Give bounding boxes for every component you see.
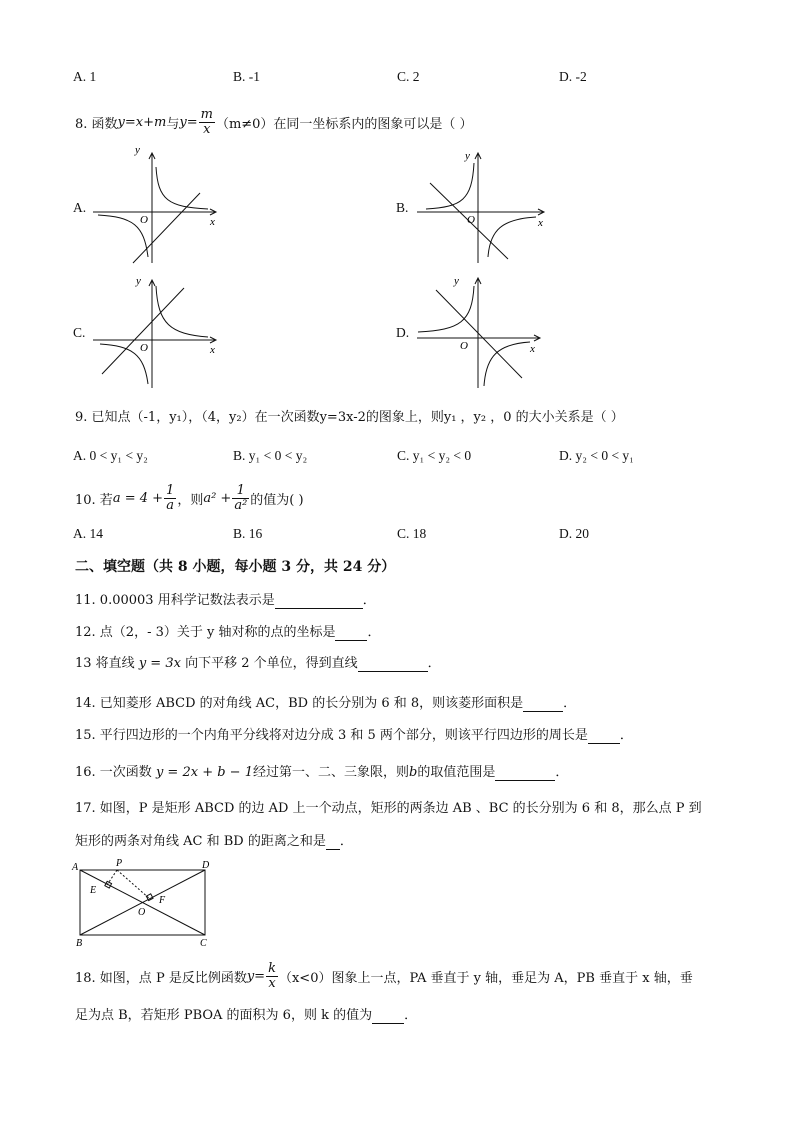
q17-line2-text: 矩形的两条对角线 AC 和 BD 的距离之和是 — [75, 834, 326, 849]
q8-frac-num: m — [200, 106, 213, 122]
hyperbola-branch-2 — [484, 342, 530, 386]
q13-expr: y = 3x — [138, 656, 181, 671]
q13-tail: 向下平移 2 个单位，得到直线 — [185, 656, 358, 671]
q9-stem: 9. 已知点（-1，y₁），（4，y₂）在一次函数y=3x-2的图象上，则y₁ ，y₂ ，0 的大小关系是（ ） — [75, 410, 624, 425]
q8-graph-d — [412, 272, 552, 390]
q11-answer-blank[interactable] — [275, 593, 363, 609]
q10-a2: a² + — [203, 490, 232, 506]
q18-answer-blank[interactable] — [372, 1008, 404, 1024]
q7-option-d: D. -2 — [559, 69, 587, 84]
q8-graph-a — [88, 145, 228, 265]
q8-frac-den: x — [203, 121, 211, 137]
x-label: x — [530, 343, 535, 355]
q17-figure-rectangle — [70, 857, 220, 949]
origin-label: O — [140, 342, 148, 354]
q8-fraction — [199, 108, 215, 136]
q9-option-b: B. y₁ < 0 < y₂ — [233, 448, 308, 463]
q11-end: ． — [362, 593, 376, 608]
q8-graph-b — [412, 145, 552, 265]
q17-line2 — [75, 830, 353, 850]
y-label: y — [454, 275, 459, 287]
y-label: y — [136, 275, 141, 287]
q10-fraction-1 — [164, 484, 176, 512]
q18-lead: 18. 如图，点 P 是反比例函数 — [75, 970, 247, 986]
q7-option-b: B. -1 — [233, 69, 260, 84]
q12-end: ． — [367, 625, 381, 640]
hyperbola-branch-1 — [156, 167, 208, 209]
x-label: x — [210, 216, 215, 228]
q16-lead: 16. 一次函数 — [75, 765, 152, 780]
q8-label-c: C. — [73, 325, 86, 340]
q8-label-a: A. — [73, 200, 87, 215]
fig-label-a: A — [72, 862, 79, 873]
q18-yeq: y= — [246, 968, 266, 984]
q14-answer-blank[interactable] — [523, 696, 563, 712]
q16 — [75, 761, 568, 781]
q8-yeq: y= — [179, 114, 198, 130]
hyperbola-branch-1 — [156, 286, 208, 337]
hyperbola-branch-2 — [488, 217, 536, 257]
q13-answer-blank[interactable] — [358, 656, 428, 672]
q18-line1 — [75, 958, 693, 994]
q13 — [75, 652, 441, 672]
origin-label: O — [467, 214, 475, 226]
q10-mid: ，则 — [177, 492, 204, 508]
q14-text: 14. 已知菱形 ABCD 的对角线 AC，BD 的长分别为 6 和 8，则该菱形面积是 — [75, 696, 524, 711]
fig-label-o: O — [138, 907, 146, 918]
q7-option-c: C. 2 — [397, 69, 420, 84]
q8-graph-c — [88, 272, 228, 390]
q16-answer-blank[interactable] — [495, 765, 555, 781]
fig-label-c: C — [200, 938, 207, 949]
fig-label-b: B — [76, 938, 83, 949]
q8-lead: 8. 函数 — [75, 116, 118, 132]
q15-end: ． — [619, 728, 633, 743]
origin-label: O — [140, 214, 148, 226]
q16-expr: y = 2x + b − 1 — [155, 765, 253, 780]
q13-lead: 13 将直线 — [75, 656, 135, 671]
q10-frac2-den: a² — [234, 497, 248, 513]
q10-lead: 10. 若 — [75, 492, 113, 508]
q15-answer-blank[interactable] — [588, 728, 620, 744]
q12-text: 12. 点（2，- 3）关于 y 轴对称的点的坐标是 — [75, 625, 336, 640]
section-heading-fill-in: 二、填空题（共 8 小题，每小题 3 分，共 24 分） — [75, 559, 396, 575]
q14-end: ． — [563, 696, 577, 711]
q16-end: ． — [555, 765, 569, 780]
q10-option-b: B. 16 — [233, 526, 263, 541]
q8-label-d: D. — [396, 325, 410, 340]
y-label: y — [135, 145, 140, 156]
perpendicular-pf — [117, 870, 150, 899]
hyperbola-branch-1 — [418, 286, 474, 332]
q8-cond: （m≠0）在同一坐标系内的图象可以是（ ） — [215, 116, 473, 132]
q18-frac-den: x — [268, 975, 276, 991]
q17-end: ． — [339, 834, 353, 849]
q15-text: 15. 平行四边形的一个内角平分线将对边分成 3 和 5 两个部分，则该平行四边形的周长是 — [75, 728, 588, 743]
q18-end: ． — [404, 1008, 418, 1023]
q10-stem — [75, 478, 304, 518]
q10-tail: 的值为( ) — [250, 492, 304, 508]
q11-text: 11. 0.00003 用科学记数法表示是 — [75, 593, 275, 608]
q15 — [75, 724, 633, 744]
q18-line2 — [75, 1004, 417, 1024]
perpendicular-pe — [107, 870, 117, 885]
q10-frac1-num: 1 — [166, 482, 175, 498]
q8-mid: 与 — [166, 116, 180, 132]
q7-option-a: A. 1 — [73, 69, 97, 84]
q17-line1: 17. 如图，P 是矩形 ABCD 的边 AD 上一个动点，矩形的两条边 AB 、BC 的长分别为 6 和 8，那么点 P 到 — [75, 801, 702, 816]
q9-option-c: C. y₁ < y₂ < 0 — [397, 448, 472, 463]
q10-option-d: D. 20 — [559, 526, 589, 541]
q12 — [75, 621, 381, 641]
q11 — [75, 589, 376, 609]
q10-frac2-num: 1 — [232, 484, 249, 499]
origin-label: O — [460, 340, 468, 352]
line-graph — [102, 288, 184, 374]
q18-fraction — [266, 962, 278, 990]
q13-end: ． — [427, 656, 441, 671]
q17-answer-blank[interactable] — [326, 834, 340, 850]
q14 — [75, 692, 576, 712]
q8-stem — [75, 104, 473, 140]
q10-a-eq: a = 4 + — [112, 490, 164, 506]
q8-func1: y=x+m — [117, 114, 167, 130]
q9-option-d: D. y₂ < 0 < y₁ — [559, 448, 634, 463]
y-label: y — [465, 150, 470, 162]
fig-label-e: E — [90, 885, 97, 896]
fig-label-p: P — [116, 858, 123, 869]
q10-frac1-den: a — [166, 497, 175, 513]
q18-line2-text: 足为点 B，若矩形 PBOA 的面积为 6，则 k 的值为 — [75, 1008, 373, 1023]
fig-label-f: F — [159, 895, 166, 906]
fig-label-d: D — [202, 860, 210, 871]
q12-answer-blank[interactable] — [335, 625, 367, 641]
x-label: x — [538, 217, 543, 229]
q9-option-a: A. 0 < y₁ < y₂ — [73, 448, 148, 463]
q16-tail2: 的取值范围是 — [417, 765, 496, 780]
q10-option-c: C. 18 — [397, 526, 427, 541]
q18-frac-num: k — [268, 960, 276, 976]
line-graph — [436, 290, 522, 378]
q16-var: b — [408, 765, 418, 780]
q18-line1-tail: （x<0）图象上一点，PA 垂直于 y 轴，垂足为 A，PB 垂直于 x 轴，垂 — [278, 970, 693, 986]
q8-label-b: B. — [396, 200, 409, 215]
q10-fraction-2 — [232, 484, 249, 512]
line-graph — [133, 193, 200, 263]
x-label: x — [210, 344, 215, 356]
q10-option-a: A. 14 — [73, 526, 103, 541]
q16-tail: 经过第一、二、三象限，则 — [252, 765, 409, 780]
